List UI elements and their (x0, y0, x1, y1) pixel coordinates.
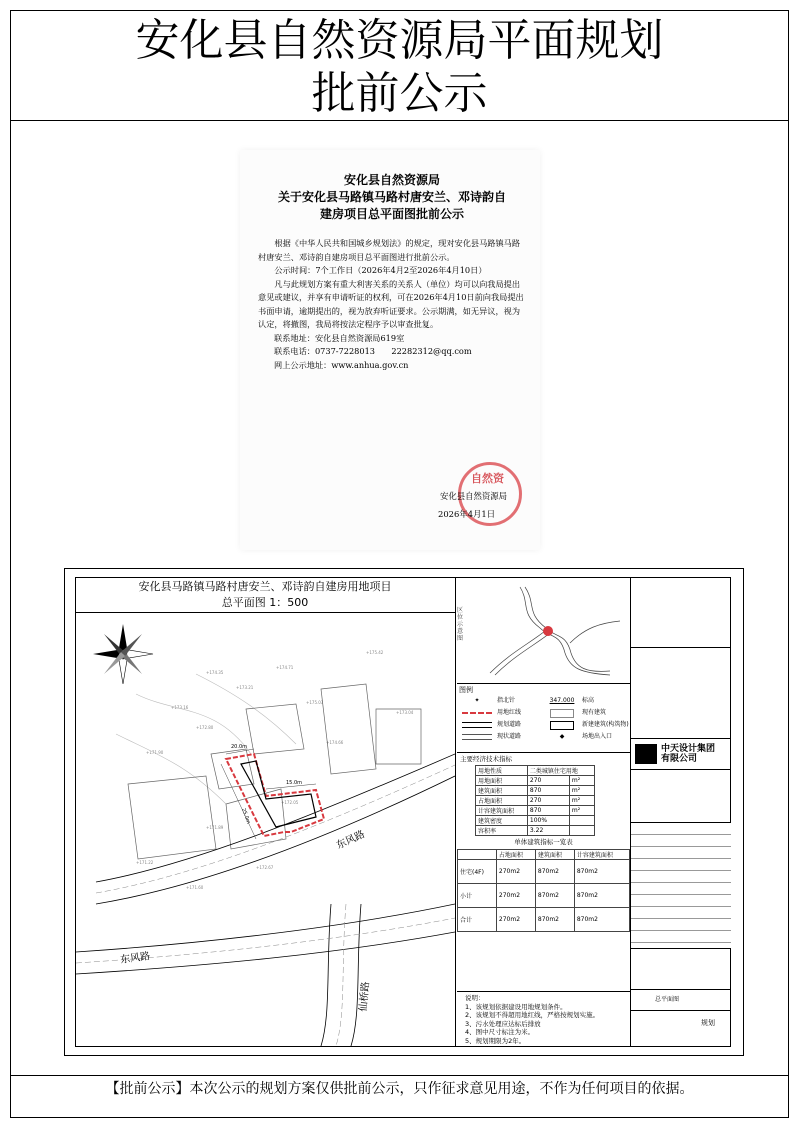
legend-existing-building: 现有建筑 (582, 709, 607, 716)
site-map (76, 614, 455, 1046)
page-title-line1: 安化县自然资源局平面规划 (135, 15, 664, 66)
legend-north: 指北针 (497, 697, 516, 704)
table-row: 计容建筑面积 870 m² (476, 806, 595, 816)
site-plan-drawing (64, 568, 744, 1056)
svg-text:+172.05: +172.05 (281, 800, 299, 805)
notes (465, 994, 599, 1045)
legend-title: 图例 (459, 686, 473, 694)
notice-title-3: 建房项目总平面图批前公示 (319, 207, 464, 221)
title-block (631, 577, 731, 1047)
plan-title-1: 安化县马路镇马路村唐安兰、邓诗韵自建房用地项目 (138, 580, 392, 593)
notice-paragraph-1: 根据《中华人民共和国城乡规划法》的规定，现对安化县马路镇马路村唐安兰、邓诗韵自建房项目总平面图进行批前公示。 (258, 238, 521, 262)
svg-text:+174.35: +174.35 (206, 670, 224, 675)
svg-text:+175.42: +175.42 (366, 650, 384, 655)
road-label-3: 仙桥路 (358, 981, 372, 1013)
legend-red-line: 用地红线 (497, 709, 522, 716)
eco-header-cell: 用地性质 (476, 766, 528, 776)
design-stage: 规划 (701, 1019, 715, 1027)
table-row: 用地面积 270 m² (476, 776, 595, 786)
table-row: 建筑面积 870 m² (476, 786, 595, 796)
svg-text:+172.67: +172.67 (256, 865, 274, 870)
page-title-line2: 批前公示 (311, 68, 488, 119)
legend-existing-road: 现状道路 (497, 733, 522, 740)
notice-title-2: 关于安化县马路镇马路村唐安兰、邓诗韵自 (277, 190, 506, 204)
svg-text:15.0m: 15.0m (286, 780, 303, 786)
plan-title-2: 总平面图 1：500 (221, 596, 309, 609)
svg-text:+171.90: +171.90 (146, 750, 164, 755)
notice-paragraph-2: 公示时间：7个工作日（2026年4月2至2026年4月10日） (274, 265, 487, 275)
svg-text:+173.04: +173.04 (396, 710, 414, 715)
footer-notice: 【批前公示】本次公示的规划方案仅供批前公示，只作征求意见用途，不作为任何项目的依据。 (105, 1081, 694, 1097)
drawing-name: 总平面图 (631, 990, 731, 1011)
svg-text:+174.71: +174.71 (276, 665, 294, 670)
public-website: 网上公示地址：www.anhua.gov.cn (274, 359, 409, 370)
table-row: 容积率 3.22 (476, 826, 595, 836)
north-legend-icon: ✦ (474, 697, 480, 704)
existing-road-legend-icon (457, 731, 497, 743)
existing-building-legend-icon (542, 707, 582, 719)
table-row: 占地面积 270 m² (476, 796, 595, 806)
seal-text: 自然资 (471, 472, 504, 485)
legend-divider (457, 683, 630, 684)
notes-title: 说明： (465, 994, 485, 1002)
road-label-1: 东风路 (334, 828, 367, 852)
note-item: 2、该规划不得超用地红线，严格按规划实施。 (465, 1011, 600, 1019)
road-label-2: 东风路 (119, 950, 151, 967)
eco-divider (457, 752, 630, 753)
legend-planned-road: 规划道路 (497, 721, 522, 728)
location-map (470, 583, 628, 679)
contact-phone: 联系电话：0737-7228013 22282312@qq.com (274, 346, 472, 356)
company-name: 中天设计集团 (661, 744, 716, 754)
legend-new-building: 新建建筑(构筑物) (582, 721, 629, 728)
notice-signature: 安化县自然资源局 (440, 491, 507, 501)
unit-table: 占地面积 建筑面积 计容建筑面积 住宅(4F) 270m2 870m2 870m2 小计 270m2 870m2 870m2 合计 270m2 870m2 870m2 (457, 849, 630, 932)
svg-text:+171.89: +171.89 (206, 825, 224, 830)
note-item: 1、该规划依据建设用地规划条件。 (465, 1002, 567, 1011)
svg-text:+173.16: +173.16 (171, 705, 189, 710)
svg-text:+171.60: +171.60 (186, 885, 204, 890)
eco-header-cell: 二类城镇住宅用地 (527, 766, 594, 776)
red-line-legend-icon (457, 707, 497, 719)
location-map-label: 区位示意图 (457, 607, 464, 642)
notes-divider (457, 991, 630, 992)
svg-text:+174.66: +174.66 (326, 740, 344, 745)
new-building-legend-icon (542, 719, 582, 731)
eco-title: 主要经济技术指标 (460, 755, 512, 763)
eco-table (475, 765, 595, 836)
note-item: 4、图中尺寸标注为米。 (465, 1028, 535, 1036)
north-arrow-icon (93, 624, 153, 684)
planned-road-legend-icon (457, 719, 497, 731)
legend-elevation-sample: 347.000 (549, 697, 575, 704)
svg-text:20.0m: 20.0m (231, 744, 248, 750)
svg-text:+171.22: +171.22 (136, 860, 154, 865)
table-row: 小计 270m2 870m2 870m2 (458, 884, 630, 908)
legend (457, 695, 630, 743)
note-item: 5、规划期限为2年。 (465, 1036, 526, 1045)
notice-date: 2026年4月1日 (438, 509, 496, 519)
entrance-legend-icon: ◆ (559, 733, 565, 740)
table-row: 建筑密度 100% (476, 816, 595, 826)
company-logo-icon (635, 744, 657, 764)
note-item: 3、污水处理应达标后排放 (465, 1019, 541, 1028)
table-row: 住宅(4F) 270m2 870m2 870m2 (458, 860, 630, 884)
header-divider (10, 120, 789, 121)
legend-entrance: 场地出入口 (582, 733, 613, 740)
notice-paragraph-3: 凡与此规划方案有重大利害关系的关系人（单位）均可以向我局提出意见或建议，并享有申请听证的权利，可在2026年4月10日前向我局提出书面申请，逾期提出的，视为放弃听证要求。公示期满，如无异议，视为认定，将撤图，我局将按法定程序予以审查批复。 (258, 278, 524, 329)
svg-text:+172.80: +172.80 (196, 725, 214, 730)
table-row: 合计 270m2 870m2 870m2 (458, 908, 630, 932)
map-divider (455, 577, 456, 1047)
land-red-line (226, 754, 324, 836)
plan-title-box (75, 577, 455, 613)
svg-text:+175.03: +175.03 (306, 700, 324, 705)
contact-address: 联系地址：安化县自然资源局619室 (274, 332, 405, 343)
notice-title-1: 安化县自然资源局 (343, 173, 440, 187)
company-name-2: 有限公司 (661, 754, 698, 764)
notice-document (240, 150, 540, 550)
legend-elevation: 标高 (582, 697, 595, 704)
unit-table-title: 单体建筑指标一览表 (514, 838, 573, 846)
svg-text:25.0m: 25.0m (240, 807, 252, 825)
svg-text:+173.21: +173.21 (236, 685, 254, 690)
